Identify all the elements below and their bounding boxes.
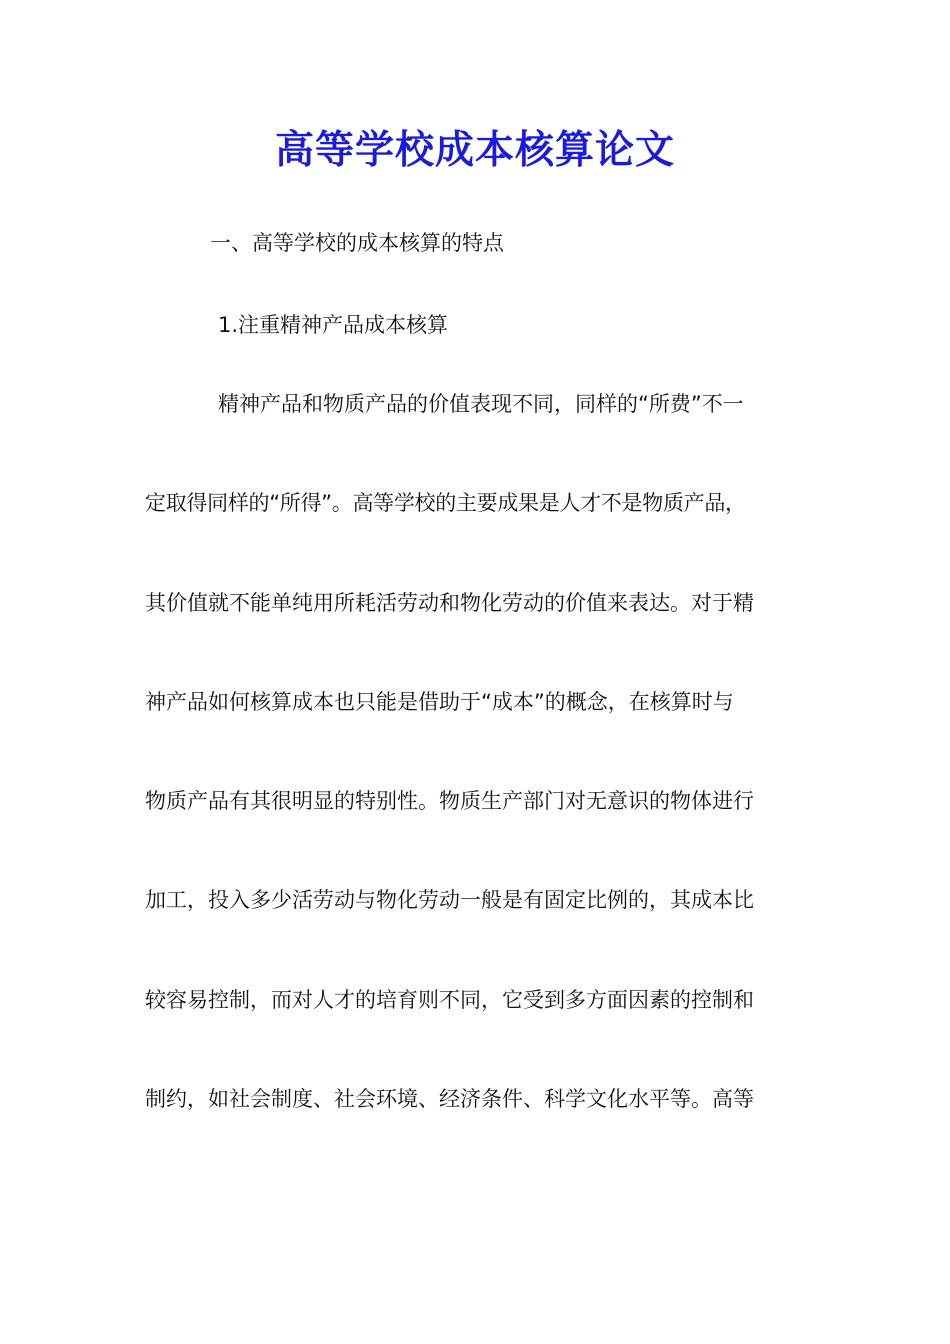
paragraph-line: 较容易控制，而对人才的培育则不同，它受到多方面因素的控制和 <box>145 988 754 1012</box>
paragraph-line: 加工，投入多少活劳动与物化劳动一般是有固定比例的，其成本比 <box>145 888 754 912</box>
paragraph-line: 物质产品有其很明显的特别性。物质生产部门对无意识的物体进行 <box>145 789 754 813</box>
paragraph-line: 精神产品和物质产品的价值表现不同，同样的“所费”不一 <box>218 392 744 416</box>
section-heading: 一、高等学校的成本核算的特点 <box>210 231 504 255</box>
document-title: 高等学校成本核算论文 <box>274 127 675 173</box>
paragraph-line: 制约，如社会制度、社会环境、经济条件、科学文化水平等。高等 <box>145 1087 754 1111</box>
paragraph-line: 其价值就不能单纯用所耗活劳动和物化劳动的价值来表达。对于精 <box>145 591 754 615</box>
subsection-heading: 1.注重精神产品成本核算 <box>218 313 449 337</box>
paragraph-line: 定取得同样的“所得”。高等学校的主要成果是人才不是物质产品， <box>145 491 746 515</box>
paragraph-line: 神产品如何核算成本也只能是借助于“成本”的概念，在核算时与 <box>145 690 734 714</box>
